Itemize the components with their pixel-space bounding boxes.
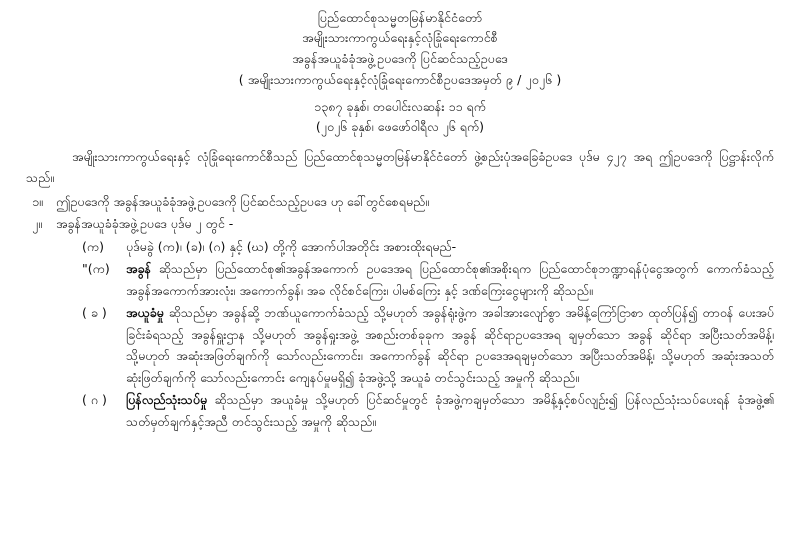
definition-kha-body	[126, 302, 774, 388]
definition-ka	[26, 258, 774, 301]
clause-1-text: ဤဥပဒေကို အခွန်အယူခံခုံအဖွဲ့ဥပဒေကို ပြင်ဆင်သည့်ဥပဒေ ဟု ခေါ်တွင်စေရမည်။	[56, 193, 429, 209]
definition-ka-body	[126, 258, 774, 301]
definition-ga-body	[126, 389, 774, 432]
clause-2-number: ၂။	[32, 216, 42, 231]
clause-1	[26, 191, 774, 213]
header-line-1: ပြည်ထောင်စုသမ္မတမြန်မာနိုင်ငံတော်	[317, 10, 483, 25]
definition-ga-text: ဆိုသည်မှာ အယူခံမှု သို့မဟုတ် ပြင်ဆင်မှုတွင် ခုံအဖွဲ့ကချမှတ်သော အမိန့်နှင့်စပ်လျဉ်း၍ ပြန်လည်သုံးသပ်ပေးရန် ခုံအဖွဲ့၏ သတ်မှတ်ချက်နှင့်အညီ တင်သွင်းသည့် အမှုကို ဆိုသည်။	[126, 392, 774, 429]
header-line-4: ( အမျိုးသားကာကွယ်ရေးနှင့်လုံခြုံရေးကောင်စီဥပဒေအမှတ် ၉ / ၂၀၂၆ )	[238, 71, 562, 87]
clause-2-sub-ka-text: ပုဒ်မခွဲ (က)၊ (ခ)၊ (ဂ) နှင့် (ဃ) တို့ကို အောက်ပါအတိုင်း အစားထိုးရမည်-	[126, 238, 457, 254]
definition-kha-label: ( ခ )	[82, 305, 107, 320]
document-header	[26, 8, 774, 90]
preamble-paragraph: အမျိုးသားကာကွယ်ရေးနှင့် လုံခြုံရေးကောင်စီသည် ပြည်ထောင်စုသမ္မတမြန်မာနိုင်ငံတော် ဖွဲ့စည်းပုံအခြေခံဥပဒေ ပုဒ်မ ၄၂၇ အရ ဤဥပဒေကို ပြဋ္ဌာန်းလိုက်သည်။	[26, 148, 774, 185]
clause-2-sub-ka-label: (က)	[82, 238, 104, 254]
date-line-gregorian: (၂၀၂၆ ခုနှစ်၊ ဖေဖော်ဝါရီလ ၂၆ ရက်)	[315, 119, 485, 135]
clause-2-sub-ka	[26, 236, 774, 258]
definition-ka-term: အခွန်	[126, 261, 151, 276]
definition-ga-term: ပြန်လည်သုံးသပ်မှု	[126, 392, 208, 407]
header-line-3: အခွန်အယူခံခုံအဖွဲ့ဥပဒေကို ပြင်ဆင်သည့်ဥပဒေ	[292, 50, 508, 66]
date-line-burmese-calendar: ၁၃၈၇ ခုနှစ်၊ တပေါင်းလဆန်း ၁၁ ရက်	[314, 99, 486, 114]
definition-ga	[26, 389, 774, 432]
clause-1-number: ၁။	[32, 193, 43, 209]
definition-kha-term: အယူခံမှု	[126, 305, 164, 320]
header-line-2: အမျိုးသားကာကွယ်ရေးနှင့်လုံခြုံရေးကောင်စီ	[302, 30, 498, 46]
definition-kha	[26, 302, 774, 388]
document-body	[26, 146, 774, 433]
document-date-block	[26, 97, 774, 138]
definition-ka-label: "(က)	[82, 261, 110, 276]
definition-ga-label: ( ဂ )	[82, 392, 107, 407]
clause-2	[26, 213, 774, 235]
definition-ka-text: ဆိုသည်မှာ ပြည်ထောင်စု၏အခွန်အကောက် ဥပဒေအရ ပြည်ထောင်စု၏အစိုးရက ပြည်ထောင်စုဘဏ္ဍာရန်ပုံငွေအတွက် ကောက်ခံသည့် အခွန်အကောက်အားလုံး၊ အကောက်ခွန်၊ အခ လိုင်စင်ကြေး၊ ပါမစ်ကြေး နှင့် ဒဏ်ကြေးငွေများကို ဆိုသည်။	[126, 261, 774, 298]
clause-2-text: အခွန်အယူခံခုံအဖွဲ့ဥပဒေ ပုဒ်မ ၂ တွင် -	[56, 216, 234, 231]
definition-kha-text: ဆိုသည်မှာ အခွန်ဆို့ ဘဏ်ယူကောက်ခံသည့် သို့မဟုတ် အခွန်ရုံးဖွဲ့က အခါအားလျော်စွာ အမိန့်ကြော်ငြာစာ ထုတ်ပြန်၍ တာဝန် ပေးအပ်ခြင်းခံရသည့် အခွန်ရှူးဌာန သို့မဟုတ် အခွန်ရှုးအဖွဲ့ အစည်းတစ်ခုခုက အခွန် ဆိုင်ရာဥပဒေအရ ချမှတ်သော အခွန် ဆိုင်ရာ အပြီးသတ်အမိန့်၊ သို့မဟုတ် အဆုံးအဖြတ်ချက်ကို သော်လည်းကောင်း၊ အကောက်ခွန် ဆိုင်ရာ ဥပဒေအရချမှတ်သော အပြီးသတ်အမိန့်၊ သို့မဟုတ် အဆုံးအသတ် ဆုံးဖြတ်ချက်ကို သော်လည်းကောင်း ကျေနပ်မှုမရှိ၍ ခုံအဖွဲ့သို့ အယူခံ တင်သွင်းသည့် အမှုကို ဆိုသည်။	[126, 305, 774, 385]
